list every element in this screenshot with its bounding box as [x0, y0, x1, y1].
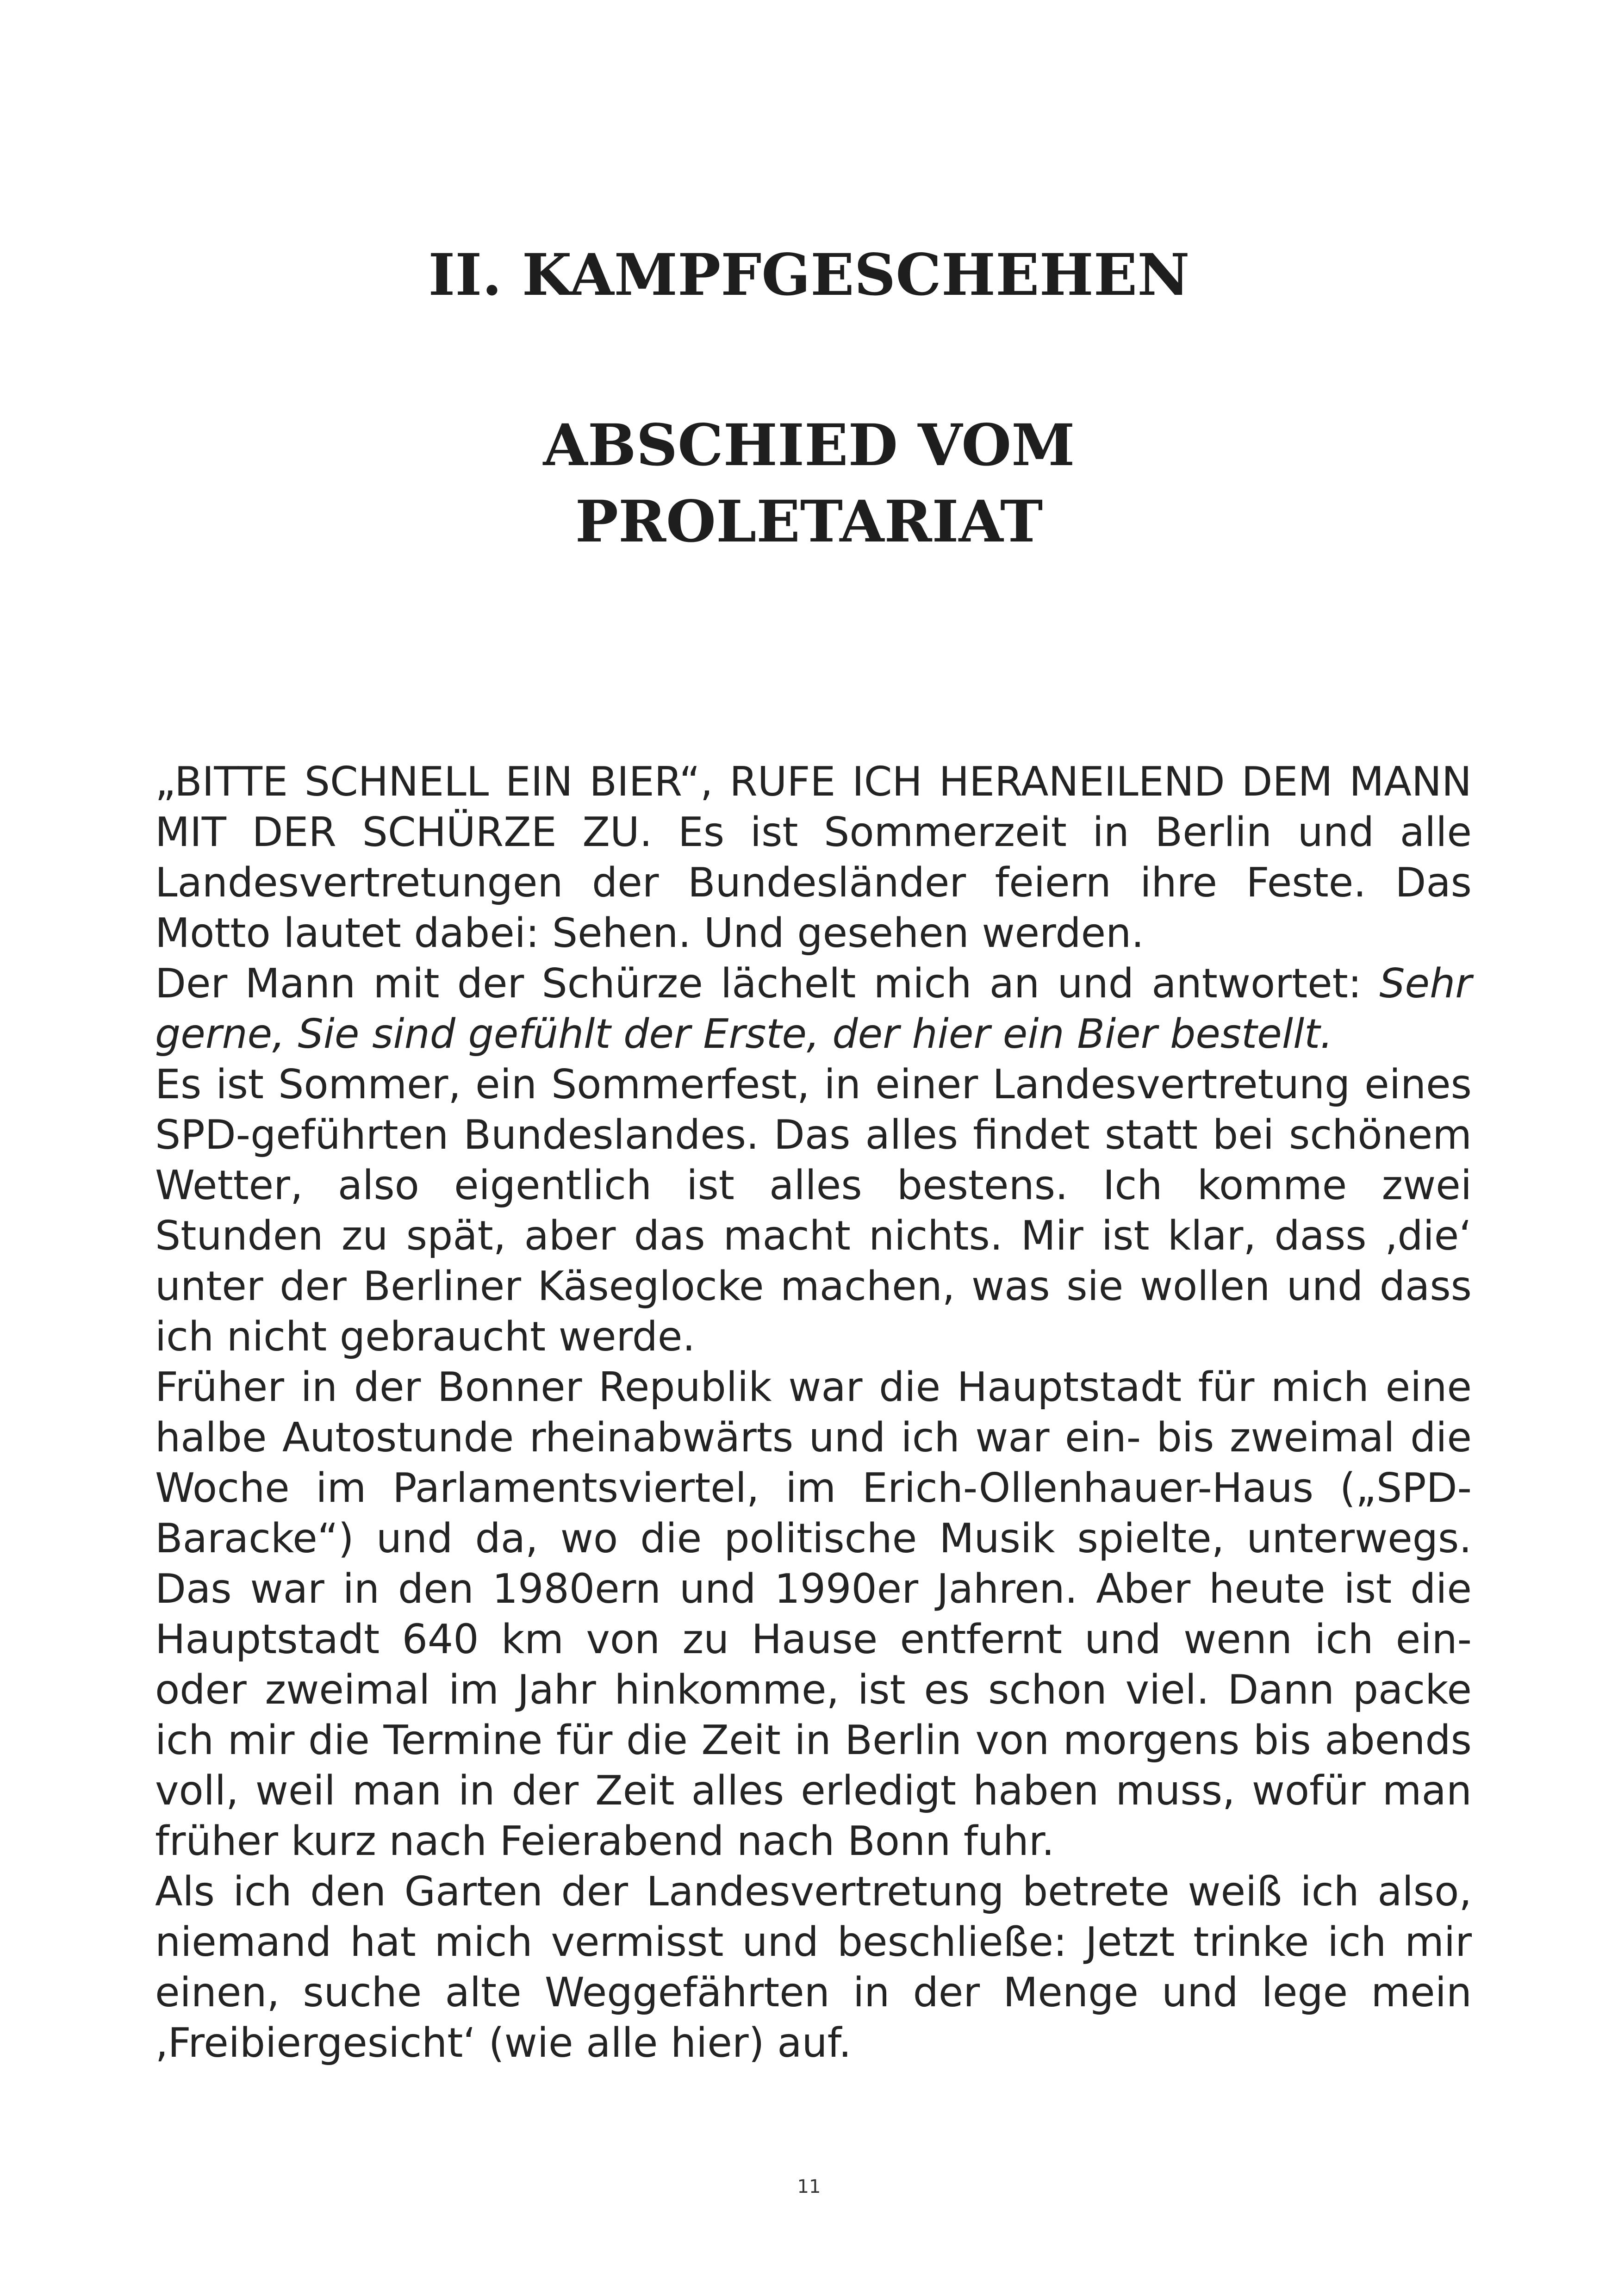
paragraph-1 [155, 757, 1472, 958]
section-title-line-1: ABSCHIED VOM [543, 412, 1075, 479]
paragraph-3-text: Es ist Sommer, ein Sommerfest, in einer Landesvertretung eines SPD-geführten Bundeslandes. Das alles findet statt bei schönem Wetter, also eigentlich ist alles bestens. Ich komme zwei Stunden zu spät, aber das macht nichts. Mir ist klar, dass ‚die‘ unter der Berliner Käseglocke machen, was sie wollen und dass ich nicht gebraucht werde. [155, 1061, 1472, 1360]
paragraph-2-italic-quote: Sehr gerne, Sie sind gefühlt der Erste, der hier ein Bier bestellt. [155, 960, 1472, 1058]
page-number: 11 [797, 2176, 821, 2197]
paragraph-5-text: Als ich den Garten der Landesvertretung betrete weiß ich also, niemand hat mich vermisst und beschließe: Jetzt trinke ich mir einen, suche alte Weggefährten in der Menge und lege mein ‚Freibiergesicht‘ (wie alle hier) auf. [155, 1868, 1472, 2066]
paragraph-2-text: Der Mann mit der Schürze lächelt mich an und antwortet: [155, 960, 1380, 1007]
section-title [0, 407, 1618, 560]
paragraph-4-text: Früher in der Bonner Republik war die Hauptstadt für mich eine halbe Autostunde rheinabwärts und ich war ein- bis zweimal die Woche im Parlamentsviertel, im Erich-Ollenhauer-Haus („SPD-Baracke“) und da, wo die politische Musik spielte, unterwegs. Das war in den 1980ern und 1990er Jahren. Aber heute ist die Hauptstadt 640 km von zu Hause entfernt und wenn ich ein- oder zweimal im Jahr hinkomme, ist es schon viel. Dann packe ich mir die Termine für die Zeit in Berlin von morgens bis abends voll, weil man in der Zeit alles erledigt haben muss, wofür man früher kurz nach Feierabend nach Bonn fuhr. [155, 1363, 1472, 1865]
paragraph-1-text: „BITTE SCHNELL EIN BIER“, RUFE ICH HERANEILEND DEM MANN MIT DER SCHÜRZE ZU. Es ist Sommerzeit in Berlin und alle Landesvertretungen der Bundesländer feiern ihre Feste. Das Motto lautet dabei: Sehen. Und gesehen werden. [155, 758, 1472, 957]
paragraph-2 [155, 958, 1472, 1059]
body-text [155, 757, 1472, 2068]
section-title-line-2: PROLETARIAT [575, 488, 1043, 555]
paragraph-3 [155, 1059, 1472, 1362]
paragraph-4 [155, 1362, 1472, 1867]
paragraph-5 [155, 1867, 1472, 2068]
chapter-title: II. KAMPFGESCHEHEN [428, 242, 1190, 309]
